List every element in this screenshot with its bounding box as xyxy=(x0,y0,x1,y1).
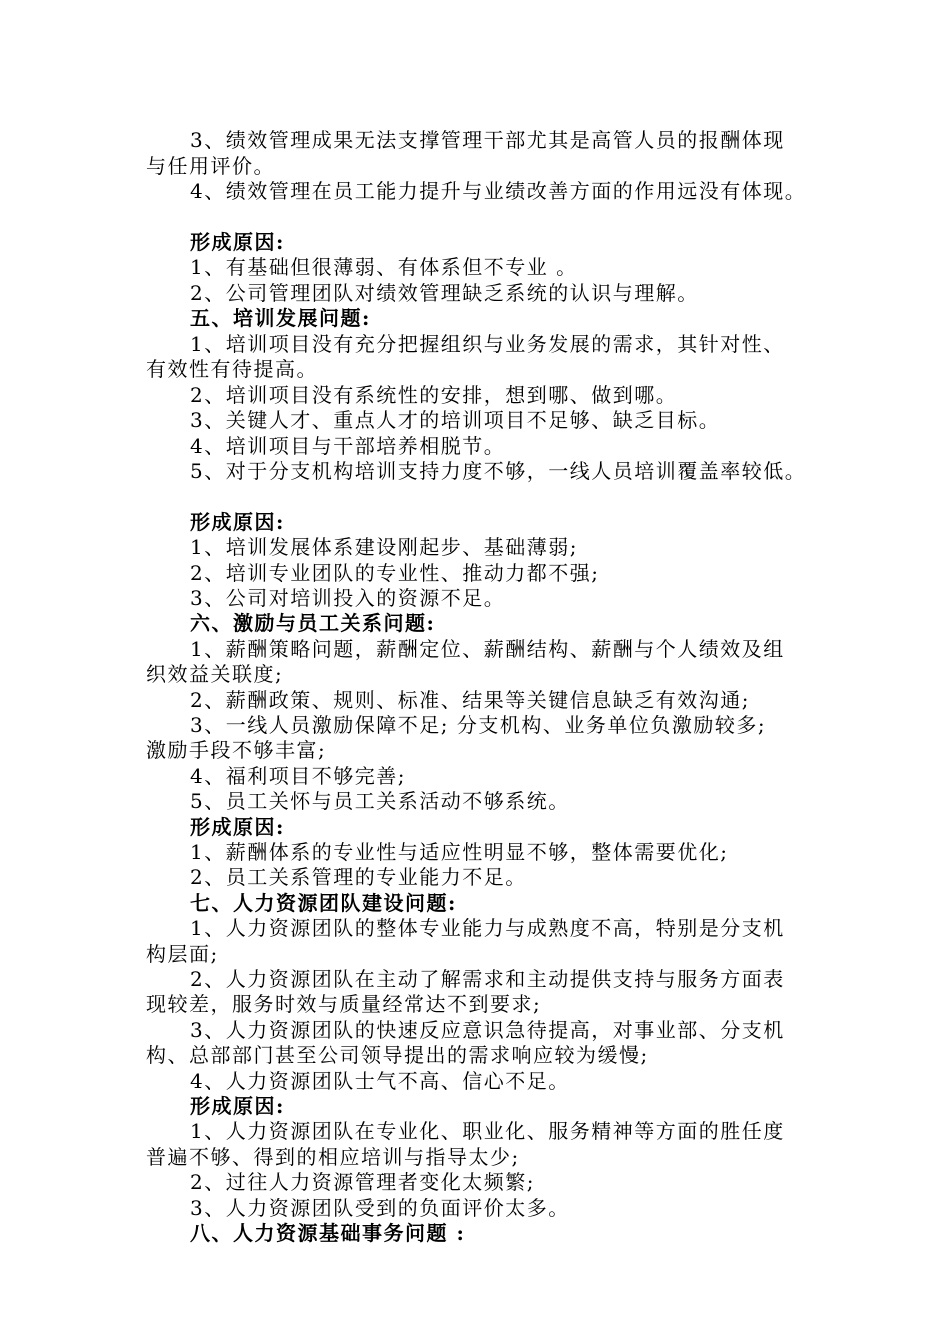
text-line: 2、过往人力资源管理者变化太频繁; xyxy=(190,1170,535,1194)
text-line: 4、培训项目与干部培养相脱节。 xyxy=(190,434,506,458)
text-line: 1、薪酬体系的专业性与适应性明显不够，整体需要优化; xyxy=(190,840,729,864)
section-subheading: 形成原因: xyxy=(190,510,285,534)
section-subheading: 形成原因: xyxy=(190,1094,285,1118)
text-line: 织效益关联度; xyxy=(146,662,284,686)
text-line: 4、福利项目不够完善; xyxy=(190,764,406,788)
text-line: 2、人力资源团队在主动了解需求和主动提供支持与服务方面表 xyxy=(190,967,785,991)
text-line: 普遍不够、得到的相应培训与指导太少; xyxy=(146,1145,520,1169)
text-line: 1、人力资源团队的整体专业能力与成熟度不高，特别是分支机 xyxy=(190,916,785,940)
text-line: 3、人力资源团队受到的负面评价太多。 xyxy=(190,1196,570,1220)
text-line: 3、一线人员激励保障不足; 分支机构、业务单位负激励较多; xyxy=(190,713,767,737)
text-line: 3、关键人才、重点人才的培训项目不足够、缺乏目标。 xyxy=(190,408,721,432)
text-line: 3、绩效管理成果无法支撑管理干部尤其是高管人员的报酬体现 xyxy=(190,128,785,152)
text-line: 3、公司对培训投入的资源不足。 xyxy=(190,586,506,610)
text-line: 1、薪酬策略问题，薪酬定位、薪酬结构、薪酬与个人绩效及组 xyxy=(190,637,785,661)
text-line: 5、对于分支机构培训支持力度不够，一线人员培训覆盖率较低。 xyxy=(190,459,807,483)
text-line: 2、员工关系管理的专业能力不足。 xyxy=(190,865,527,889)
text-line: 1、培训发展体系建设刚起步、基础薄弱; xyxy=(190,535,578,559)
text-line: 与任用评价。 xyxy=(146,154,275,178)
section-heading: 八、人力资源基础事务问题 : xyxy=(190,1221,466,1245)
text-line: 4、绩效管理在员工能力提升与业绩改善方面的作用远没有体现。 xyxy=(190,179,807,203)
text-line: 1、有基础但很薄弱、有体系但不专业 。 xyxy=(190,255,578,279)
section-heading: 七、人力资源团队建设问题: xyxy=(190,891,457,915)
text-line: 有效性有待提高。 xyxy=(146,357,318,381)
text-line: 4、人力资源团队士气不高、信心不足。 xyxy=(190,1069,570,1093)
text-line: 2、培训专业团队的专业性、推动力都不强; xyxy=(190,561,600,585)
text-line: 构、总部部门甚至公司领导提出的需求响应较为缓慢; xyxy=(146,1043,649,1067)
text-line: 2、公司管理团队对绩效管理缺乏系统的认识与理解。 xyxy=(190,281,699,305)
text-line: 2、薪酬政策、规则、标准、结果等关键信息缺乏有效沟通; xyxy=(190,688,750,712)
text-line: 1、人力资源团队在专业化、职业化、服务精神等方面的胜任度 xyxy=(190,1119,785,1143)
text-line: 激励手段不够丰富; xyxy=(146,738,327,762)
text-line: 1、培训项目没有充分把握组织与业务发展的需求，其针对性、 xyxy=(190,332,785,356)
section-heading: 六、激励与员工关系问题: xyxy=(190,611,436,635)
text-line: 现较差，服务时效与质量经常达不到要求; xyxy=(146,992,542,1016)
section-subheading: 形成原因: xyxy=(190,230,285,254)
section-subheading: 形成原因: xyxy=(190,815,285,839)
text-line: 2、培训项目没有系统性的安排，想到哪、做到哪。 xyxy=(190,383,678,407)
text-line: 5、员工关怀与员工关系活动不够系统。 xyxy=(190,789,570,813)
text-line: 构层面; xyxy=(146,942,219,966)
section-heading: 五、培训发展问题: xyxy=(190,306,371,330)
text-line: 3、人力资源团队的快速反应意识急待提高，对事业部、分支机 xyxy=(190,1018,785,1042)
